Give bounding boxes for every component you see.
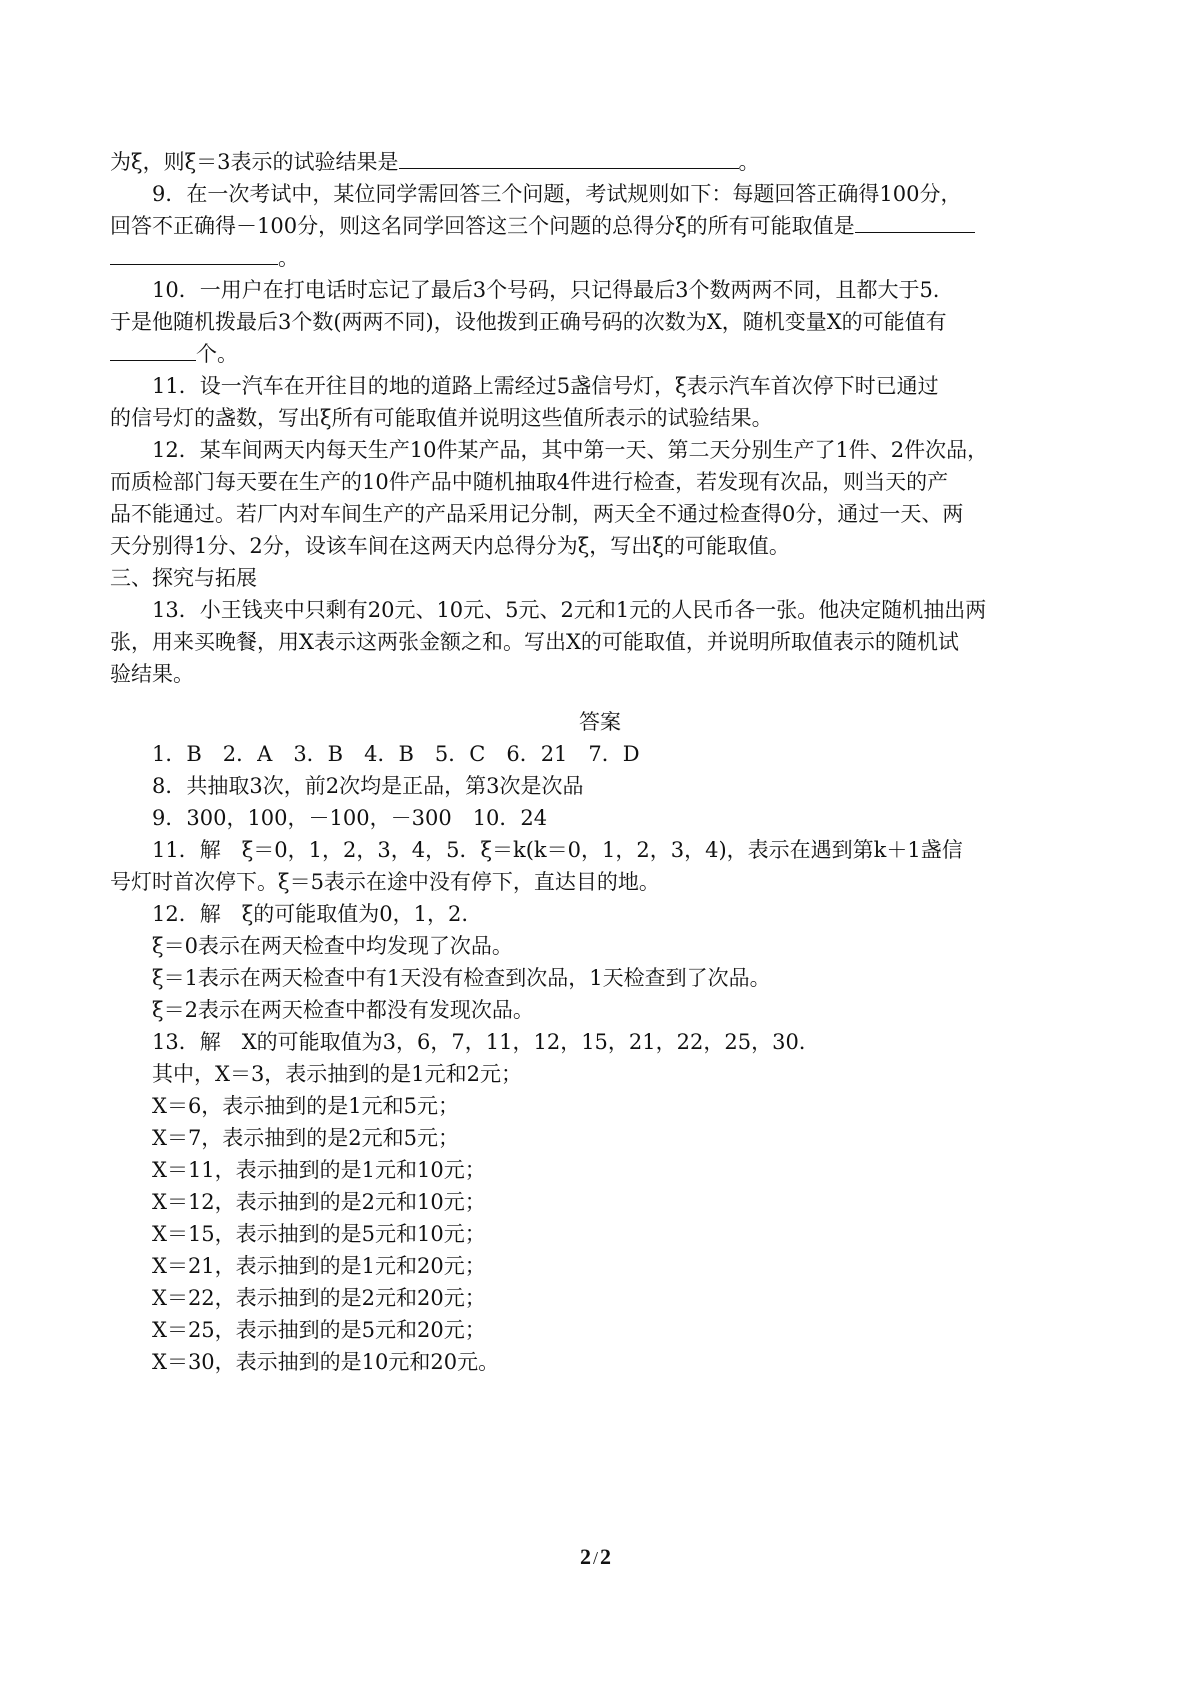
q8-end: 。 [738, 150, 760, 174]
answer-line: X＝12，表示抽到的是2元和10元； [152, 1190, 486, 1214]
answer-line: X＝25，表示抽到的是5元和20元； [152, 1318, 486, 1342]
q9-line-2 [110, 210, 1090, 242]
answer-line: 其中，X＝3，表示抽到的是1元和2元； [152, 1062, 523, 1086]
page-total: 2 [600, 1544, 611, 1569]
q8-tail [110, 146, 1090, 178]
q13-line-3: 验结果。 [110, 662, 194, 686]
q10-line-2: 于是他随机拨最后3个数(两两不同)，设他拨到正确号码的次数为X，随机变量X的可能值有 [110, 310, 947, 334]
answer-line: X＝22，表示抽到的是2元和20元； [152, 1286, 486, 1310]
q8-text: 为ξ，则ξ＝3表示的试验结果是 [110, 150, 399, 174]
q12-line-4: 天分别得1分、2分，设该车间在这两天内总得分为ξ，写出ξ的可能取值。 [110, 534, 790, 558]
q11-line-2: 的信号灯的盏数，写出ξ所有可能取值并说明这些值所表示的试验结果。 [110, 406, 773, 430]
answer-line: 9．300，100，－100，－300 10．24 [152, 806, 548, 830]
q9-line-3 [110, 242, 1090, 274]
section-heading-explore: 三、探究与拓展 [110, 566, 257, 590]
answer-line: ξ＝0表示在两天检查中均发现了次品。 [152, 934, 513, 958]
page-number [0, 1544, 1191, 1570]
q11-line-1: 11．设一汽车在开往目的地的道路上需经过5盏信号灯，ξ表示汽车首次停下时已通过 [152, 374, 939, 398]
q9-line-1: 9．在一次考试中，某位同学需回答三个问题，考试规则如下：每题回答正确得100分， [152, 182, 962, 206]
q9-answer-blank-1[interactable] [855, 210, 975, 233]
page-current: 2 [579, 1544, 591, 1569]
answer-line: X＝30，表示抽到的是10元和20元。 [152, 1350, 500, 1374]
q13-line-1: 13．小王钱夹中只剩有20元、10元、5元、2元和1元的人民币各一张。他决定随机抽出两 [152, 598, 987, 622]
answer-line: 8．共抽取3次，前2次均是正品，第3次是次品 [152, 774, 584, 798]
q10-end: 个。 [196, 342, 238, 366]
answer-line: 号灯时首次停下。ξ＝5表示在途中没有停下，直达目的地。 [110, 870, 660, 894]
q10-line-1: 10．一用户在打电话时忘记了最后3个号码，只记得最后3个数两两不同，且都大于5. [152, 278, 940, 302]
answer-line: X＝11，表示抽到的是1元和10元； [152, 1158, 486, 1182]
answer-line: 12．解 ξ的可能取值为0，1，2. [152, 902, 469, 926]
answer-line: 13．解 X的可能取值为3，6，7，11，12，15，21，22，25，30. [152, 1030, 806, 1054]
q8-answer-blank[interactable] [399, 146, 739, 169]
page-separator: / [592, 1548, 598, 1568]
q10-answer-blank[interactable] [110, 338, 196, 361]
questions-section [110, 146, 1090, 690]
q9-answer-blank-2[interactable] [110, 242, 278, 265]
answer-line: X＝15，表示抽到的是5元和10元； [152, 1222, 486, 1246]
q13-line-2: 张，用来买晚餐，用X表示这两张金额之和。写出X的可能取值，并说明所取值表示的随机试 [110, 630, 959, 654]
answers-section [110, 706, 1090, 1378]
answer-line: ξ＝1表示在两天检查中有1天没有检查到次品，1天检查到了次品。 [152, 966, 771, 990]
q12-line-1: 12．某车间两天内每天生产10件某产品，其中第一天、第二天分别生产了1件、2件次品， [152, 438, 989, 462]
answer-line: 1．B 2．A 3．B 4．B 5．C 6．21 7．D [152, 742, 640, 766]
answer-line: X＝21，表示抽到的是1元和20元； [152, 1254, 486, 1278]
answer-line: X＝6，表示抽到的是1元和5元； [152, 1094, 460, 1118]
q9-end: 。 [278, 246, 299, 270]
answer-line: ξ＝2表示在两天检查中都没有发现次品。 [152, 998, 534, 1022]
answer-line: 11．解 ξ＝0，1，2，3，4，5．ξ＝k(k＝0，1，2，3，4)，表示在遇到第k＋1盏信 [152, 838, 963, 862]
q12-line-2: 而质检部门每天要在生产的10件产品中随机抽取4件进行检查，若发现有次品，则当天的产 [110, 470, 949, 494]
answer-line: X＝7，表示抽到的是2元和5元； [152, 1126, 460, 1150]
q10-line-3 [110, 338, 1090, 370]
answers-title: 答案 [579, 710, 621, 734]
q9-text: 回答不正确得－100分，则这名同学回答这三个问题的总得分ξ的所有可能取值是 [110, 214, 855, 238]
q12-line-3: 品不能通过。若厂内对车间生产的产品采用记分制，两天全不通过检查得0分，通过一天、两 [110, 502, 964, 526]
